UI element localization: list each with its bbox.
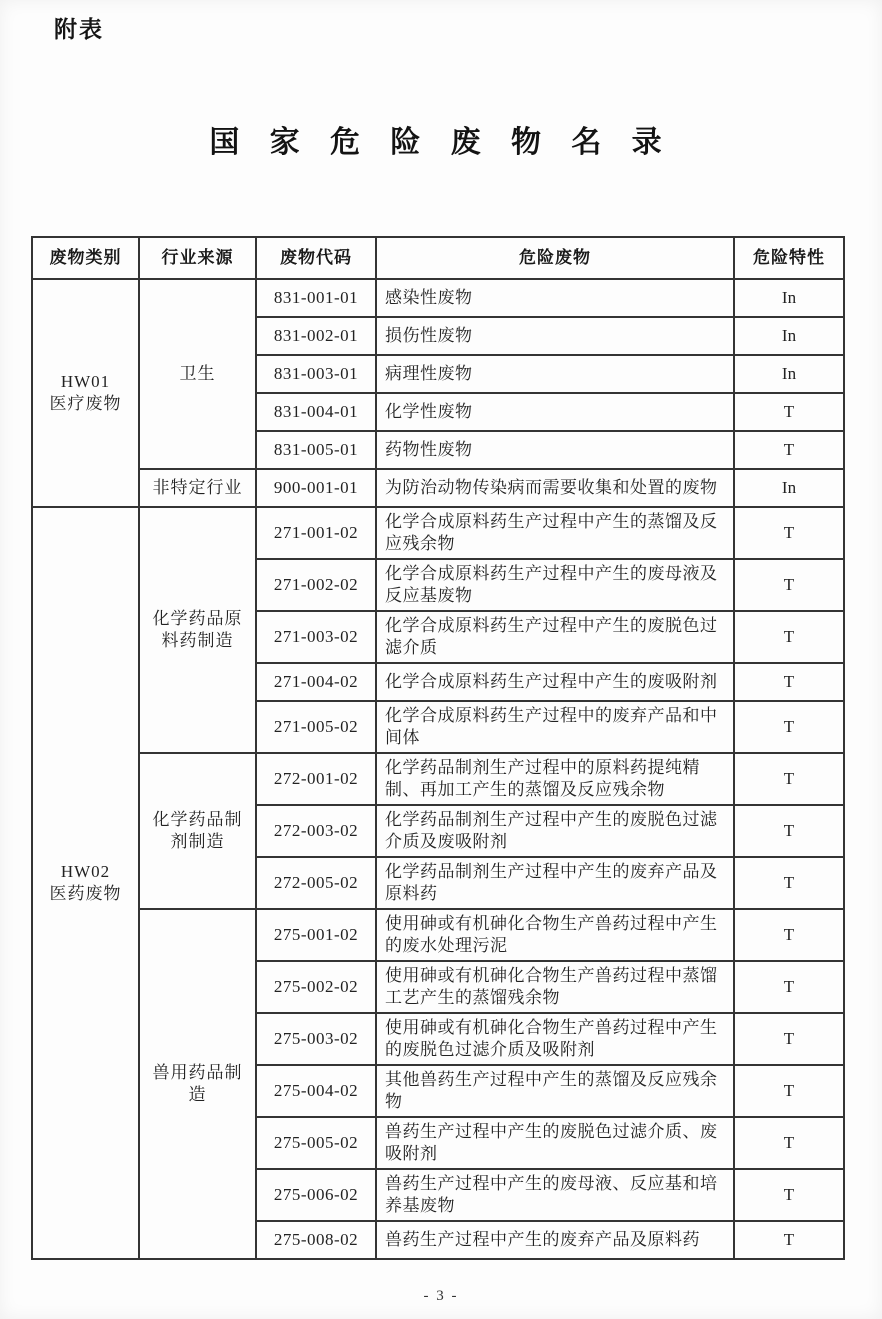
waste-code-cell: 900-001-01 bbox=[256, 469, 376, 507]
hazard-property-cell: In bbox=[734, 317, 844, 355]
hazard-property-cell: In bbox=[734, 355, 844, 393]
hazardous-waste-cell: 化学合成原料药生产过程中产生的蒸馏及反应残余物 bbox=[376, 507, 734, 559]
page-number: - 3 - bbox=[423, 1288, 459, 1304]
hazard-property-cell: T bbox=[734, 431, 844, 469]
waste-code-cell: 831-003-01 bbox=[256, 355, 376, 393]
industry-source-cell: 非特定行业 bbox=[139, 469, 256, 507]
category-name: 医药废物 bbox=[49, 884, 122, 903]
table-row bbox=[32, 909, 844, 961]
hazardous-waste-cell: 感染性废物 bbox=[376, 279, 734, 317]
waste-code-cell: 271-004-02 bbox=[256, 663, 376, 701]
hazard-property-cell: T bbox=[734, 753, 844, 805]
hazard-property-cell: T bbox=[734, 805, 844, 857]
hazardous-waste-cell: 病理性废物 bbox=[376, 355, 734, 393]
hazard-property-cell: In bbox=[734, 279, 844, 317]
waste-code-cell: 275-002-02 bbox=[256, 961, 376, 1013]
table-row bbox=[32, 753, 844, 805]
industry-source-cell: 化学药品制剂制造 bbox=[139, 753, 256, 909]
waste-code-cell: 271-002-02 bbox=[256, 559, 376, 611]
table-row bbox=[32, 507, 844, 559]
hazard-property-cell: T bbox=[734, 961, 844, 1013]
waste-table-body bbox=[32, 279, 844, 1259]
industry-source-cell: 卫生 bbox=[139, 279, 256, 469]
hazardous-waste-cell: 为防治动物传染病而需要收集和处置的废物 bbox=[376, 469, 734, 507]
hazardous-waste-cell: 使用砷或有机砷化合物生产兽药过程中蒸馏工艺产生的蒸馏残余物 bbox=[376, 961, 734, 1013]
waste-category-cell bbox=[32, 507, 139, 1259]
industry-source-cell: 兽用药品制造 bbox=[139, 909, 256, 1259]
page-title: 国 家 危 险 废 物 名 录 bbox=[209, 126, 673, 159]
waste-code-cell: 271-001-02 bbox=[256, 507, 376, 559]
column-header-industry-source: 行业来源 bbox=[139, 237, 256, 279]
table-row bbox=[32, 279, 844, 317]
hazardous-waste-cell: 化学药品制剂生产过程中产生的废脱色过滤介质及废吸附剂 bbox=[376, 805, 734, 857]
waste-code-cell: 275-006-02 bbox=[256, 1169, 376, 1221]
column-header-waste-category: 废物类别 bbox=[32, 237, 139, 279]
hazardous-waste-cell: 化学性废物 bbox=[376, 393, 734, 431]
hazardous-waste-cell: 化学合成原料药生产过程中产生的废吸附剂 bbox=[376, 663, 734, 701]
hazardous-waste-cell: 药物性废物 bbox=[376, 431, 734, 469]
column-header-hazardous-waste: 危险废物 bbox=[376, 237, 734, 279]
waste-code-cell: 831-001-01 bbox=[256, 279, 376, 317]
appendix-label: 附表 bbox=[54, 16, 104, 42]
hazardous-waste-cell: 化学合成原料药生产过程中产生的废母液及反应基废物 bbox=[376, 559, 734, 611]
hazard-property-cell: T bbox=[734, 393, 844, 431]
hazard-property-cell: T bbox=[734, 909, 844, 961]
hazardous-waste-cell: 化学合成原料药生产过程中的废弃产品和中间体 bbox=[376, 701, 734, 753]
waste-code-cell: 275-004-02 bbox=[256, 1065, 376, 1117]
hazardous-waste-cell: 兽药生产过程中产生的废母液、反应基和培养基废物 bbox=[376, 1169, 734, 1221]
category-code: HW02 bbox=[60, 862, 111, 881]
waste-code-cell: 275-003-02 bbox=[256, 1013, 376, 1065]
hazard-property-cell: T bbox=[734, 1221, 844, 1259]
column-header-hazard-property: 危险特性 bbox=[734, 237, 844, 279]
waste-code-cell: 272-001-02 bbox=[256, 753, 376, 805]
waste-code-cell: 271-003-02 bbox=[256, 611, 376, 663]
industry-source-cell: 化学药品原料药制造 bbox=[139, 507, 256, 753]
hazard-property-cell: T bbox=[734, 1013, 844, 1065]
hazardous-waste-cell: 使用砷或有机砷化合物生产兽药过程中产生的废水处理污泥 bbox=[376, 909, 734, 961]
table-row bbox=[32, 469, 844, 507]
category-name: 医疗废物 bbox=[49, 394, 122, 413]
waste-code-cell: 275-008-02 bbox=[256, 1221, 376, 1259]
waste-category-cell bbox=[32, 279, 139, 507]
hazardous-waste-cell: 兽药生产过程中产生的废弃产品及原料药 bbox=[376, 1221, 734, 1259]
hazardous-waste-cell: 使用砷或有机砷化合物生产兽药过程中产生的废脱色过滤介质及吸附剂 bbox=[376, 1013, 734, 1065]
hazard-property-cell: T bbox=[734, 857, 844, 909]
column-header-waste-code: 废物代码 bbox=[256, 237, 376, 279]
waste-code-cell: 831-002-01 bbox=[256, 317, 376, 355]
hazard-property-cell: T bbox=[734, 1117, 844, 1169]
waste-code-cell: 275-005-02 bbox=[256, 1117, 376, 1169]
hazardous-waste-cell: 其他兽药生产过程中产生的蒸馏及反应残余物 bbox=[376, 1065, 734, 1117]
hazard-property-cell: T bbox=[734, 1065, 844, 1117]
hazardous-waste-cell: 化学合成原料药生产过程中产生的废脱色过滤介质 bbox=[376, 611, 734, 663]
hazard-property-cell: T bbox=[734, 1169, 844, 1221]
waste-code-cell: 271-005-02 bbox=[256, 701, 376, 753]
hazard-property-cell: T bbox=[734, 559, 844, 611]
hazard-property-cell: T bbox=[734, 507, 844, 559]
waste-code-cell: 275-001-02 bbox=[256, 909, 376, 961]
waste-code-cell: 831-005-01 bbox=[256, 431, 376, 469]
category-code: HW01 bbox=[60, 372, 111, 391]
hazard-property-cell: In bbox=[734, 469, 844, 507]
hazard-property-cell: T bbox=[734, 663, 844, 701]
table-header-row bbox=[32, 237, 844, 279]
hazard-property-cell: T bbox=[734, 701, 844, 753]
hazardous-waste-cell: 损伤性废物 bbox=[376, 317, 734, 355]
waste-code-cell: 272-003-02 bbox=[256, 805, 376, 857]
hazardous-waste-cell: 化学药品制剂生产过程中的原料药提纯精制、再加工产生的蒸馏及反应残余物 bbox=[376, 753, 734, 805]
hazardous-waste-cell: 化学药品制剂生产过程中产生的废弃产品及原料药 bbox=[376, 857, 734, 909]
hazardous-waste-table bbox=[31, 236, 845, 1260]
waste-code-cell: 831-004-01 bbox=[256, 393, 376, 431]
hazard-property-cell: T bbox=[734, 611, 844, 663]
hazardous-waste-cell: 兽药生产过程中产生的废脱色过滤介质、废吸附剂 bbox=[376, 1117, 734, 1169]
waste-code-cell: 272-005-02 bbox=[256, 857, 376, 909]
